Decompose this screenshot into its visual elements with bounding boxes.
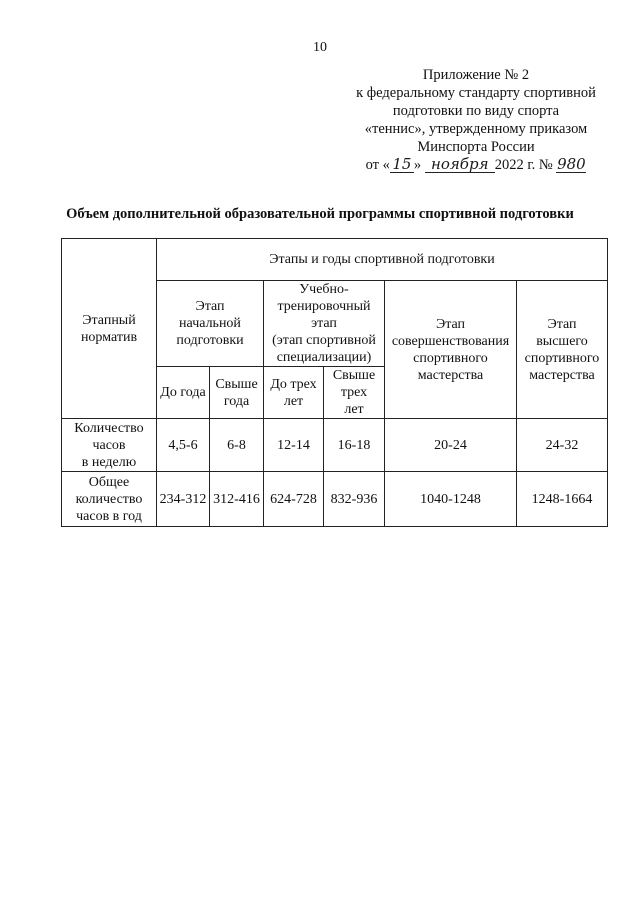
value-cell: 234-312 [157,472,210,527]
stage-line: совершенствования [391,333,510,349]
stage-line: (этап спортивной [272,333,376,348]
value-cell: 1040-1248 [385,472,517,527]
stage-line: Этап [195,299,225,314]
sub-over-three-cell [324,367,385,419]
value-cell: 624-728 [264,472,324,527]
norms-table [61,238,608,527]
norm-header-line: Этапный [82,312,136,328]
date-prefix: от « [365,157,390,173]
value-cell: 20-24 [385,419,517,472]
value-cell: 4,5-6 [157,419,210,472]
value-cell: 832-936 [324,472,385,527]
value-cell: 312-416 [210,472,264,527]
stage-line: спортивного [524,350,600,366]
stage-line: мастерства [417,367,484,383]
sub-line: лет [283,393,304,409]
sub-over-year-cell [210,367,264,419]
date-mid: » [413,157,422,173]
stage-line: высшего [536,333,588,349]
stage-line: подготовки [176,333,244,348]
document-title: Объем дополнительной образовательной программы спортивной подготовки [66,206,574,222]
value-cell: 16-18 [324,419,385,472]
date-year: 2022 г. № [494,157,553,173]
sub-line: До трех [270,376,317,392]
stage-line: мастерства [529,367,595,383]
appendix-line: Приложение № 2 [422,67,530,83]
value-cell: 1248-1664 [517,472,608,527]
stage-line: Этап [435,316,466,332]
stage-line: начальной [179,316,241,331]
row-label-line: Общее [88,474,130,490]
stage-line: Учебно- [299,282,349,297]
row-label-line: часов в год [76,508,142,524]
stage-training-cell [264,281,385,367]
sub-up-to-year-cell: До года [157,367,210,419]
row-label-line: Количество [74,420,144,436]
stage-line: спортивного [413,350,488,366]
table-row [62,419,608,472]
stages-header-cell: Этапы и годы спортивной подготовки [157,239,608,281]
row-label-line: часов [92,437,126,453]
value-cell: 12-14 [264,419,324,472]
stage-line: этап [311,316,337,331]
appendix-line: подготовки по виду спорта [392,103,560,119]
norm-header-line: норматив [80,329,138,345]
stage-improvement-cell [385,281,517,419]
value-cell: 24-32 [517,419,608,472]
row-label-line: в неделю [81,454,137,470]
sub-line: года [223,393,250,409]
row-label-cell [62,472,157,527]
handwritten-order-number: 980 [557,155,586,173]
norm-header-cell [62,239,157,419]
handwritten-month: ноября [425,156,495,173]
sub-up-to-three-cell [264,367,324,419]
stage-initial-cell [157,281,264,367]
page-number: 10 [313,40,327,55]
stage-line: Этап [547,316,577,332]
stage-highest-cell [517,281,608,419]
value-cell: 6-8 [210,419,264,472]
stage-line: тренировочный [277,299,371,314]
row-label-line: количество [75,491,143,507]
appendix-line: Минспорта России [417,139,535,155]
stage-line: специализации) [276,350,372,365]
appendix-line: «теннис», утвержденному приказом [364,121,588,137]
sub-line: лет [344,402,364,417]
appendix-date-line [340,156,612,174]
appendix-header [340,66,612,174]
table-row [62,472,608,527]
handwritten-day: 15 [390,156,414,173]
appendix-line: к федеральному стандарту спортивной [356,85,596,101]
sub-line: Свыше [215,376,258,392]
row-label-cell [62,419,157,472]
sub-line: Свыше [332,368,376,383]
sub-line: трех [340,385,368,400]
